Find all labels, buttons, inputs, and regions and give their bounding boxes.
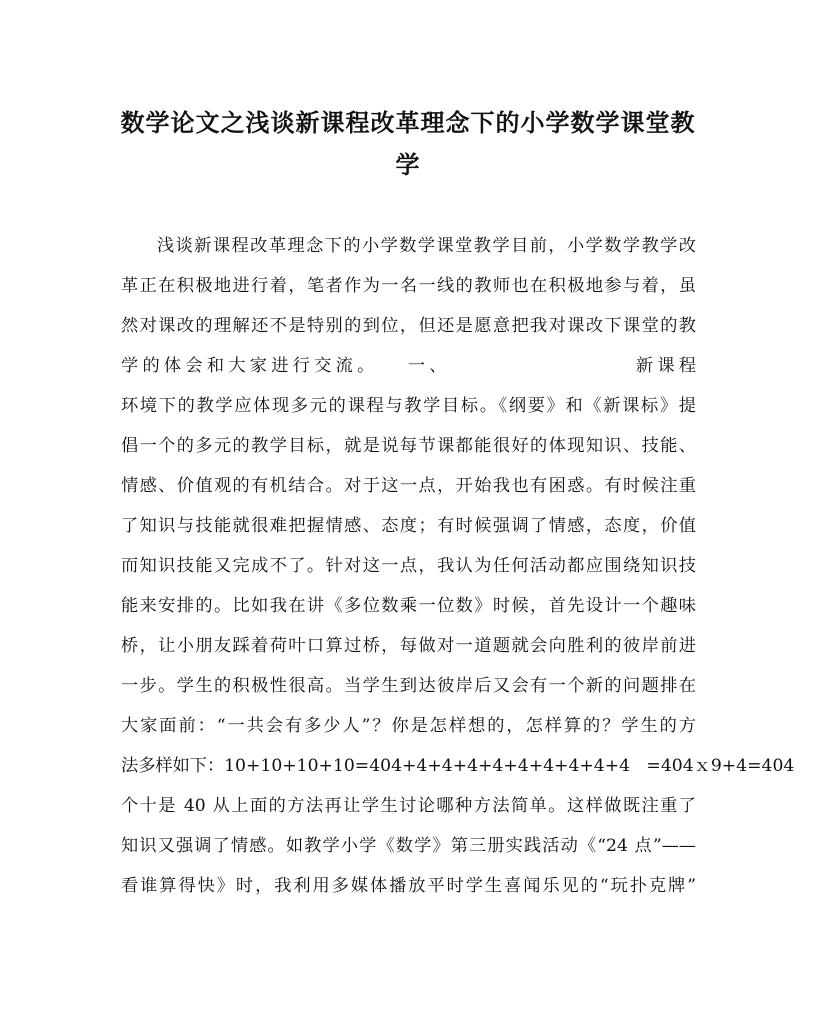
body-line: 大家面前：“一共会有多少人”？你是怎样想的，怎样算的？学生的方 xyxy=(121,716,696,736)
body-line: 浅谈新课程改革理念下的小学数学课堂教学目前，小学数学教学改 xyxy=(157,236,696,256)
body-line: 革正在积极地进行着，笔者作为一名一线的教师也在积极地参与着，虽 xyxy=(121,276,696,296)
body-line: 环境下的教学应体现多元的课程与教学目标。《纲要》和《新课标》提 xyxy=(121,396,696,416)
body-line: 桥，让小朋友踩着荷叶口算过桥，每做对一道题就会向胜利的彼岸前进 xyxy=(121,636,696,656)
body-line: 了知识与技能就很难把握情感、态度；有时候强调了情感，态度，价值 xyxy=(121,516,696,536)
body-line: 能来安排的。比如我在讲《多位数乘一位数》时候，首先设计一个趣味 xyxy=(121,596,696,616)
body-line: 法多样如下：10+10+10+10=404+4+4+4+4+4+4+4+4+4 =404ｘ9+4=404 xyxy=(121,756,795,776)
body-line: 一步。学生的积极性很高。当学生到达彼岸后又会有一个新的问题排在 xyxy=(121,676,696,696)
body-line: 倡一个的多元的教学目标，就是说每节课都能很好的体现知识、技能、 xyxy=(121,436,696,456)
title-line: 数学论文之浅谈新课程改革理念下的小学数学课堂教 xyxy=(120,108,696,137)
body-line: 情感、价值观的有机结合。对于这一点，开始我也有困惑。有时候注重 xyxy=(121,476,696,496)
body-line: 然对课改的理解还不是特别的到位，但还是愿意把我对课改下课堂的教 xyxy=(121,316,696,336)
body-line: 个十是 40 从上面的方法再让学生讨论哪种方法简单。这样做既注重了 xyxy=(121,796,696,816)
title-line: 学 xyxy=(395,150,421,179)
body-line: 知识又强调了情感。如教学小学《数学》第三册实践活动《“24 点”—— xyxy=(121,836,696,856)
body-line: 而知识技能又完成不了。针对这一点，我认为任何活动都应围绕知识技 xyxy=(121,556,696,576)
document-title xyxy=(110,102,706,186)
body-line: 学的体会和大家进行交流。 一、 新课程 xyxy=(121,356,696,376)
document-body xyxy=(121,226,795,906)
body-line: 看谁算得快》时，我利用多媒体播放平时学生喜闻乐见的“玩扑克牌” xyxy=(121,876,696,896)
